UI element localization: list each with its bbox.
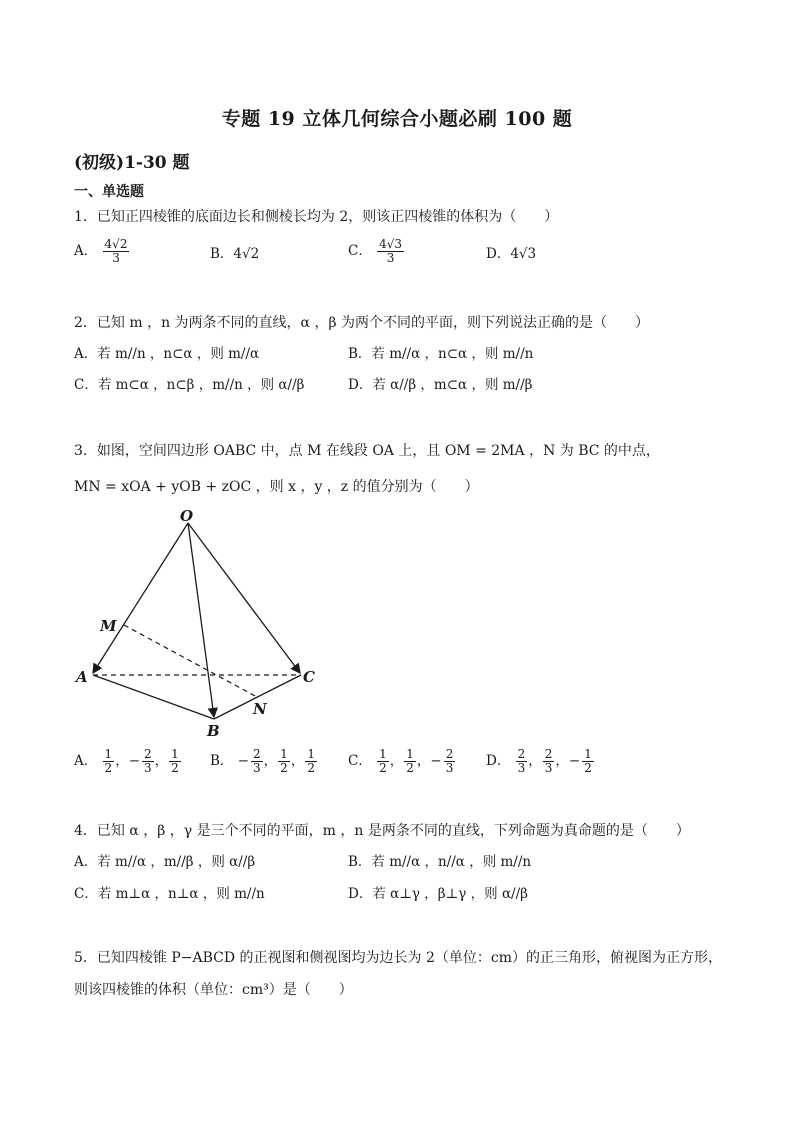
fraction [582,748,594,775]
denominator: 3 [144,761,152,775]
q1-option-c [348,238,405,265]
option-label: C． [348,753,372,769]
label-n: N [253,700,267,718]
fraction [444,748,456,775]
fraction [404,748,416,775]
option-label: C． [348,243,372,259]
segment-mn-dashed [124,625,257,697]
minus-sign: − [430,753,442,769]
fraction-denominator: 3 [112,251,120,265]
fraction [305,748,317,775]
q4-option-b: B．若 m//α ，n//α ，则 m//n [348,854,532,870]
q1-option-d [486,244,536,264]
q3-option-d [486,748,595,775]
q3-option-b [210,748,318,775]
separator: ， [389,753,404,769]
numerator: 1 [307,747,315,761]
q4-option-c: C．若 m⊥α ，n⊥α ，则 m//n [74,886,265,902]
separator: ， [528,753,542,769]
fraction [103,748,115,775]
option-label: D． [486,753,511,769]
question-3-stem-line-2: MN = xOA + yOB + zOC ，则 x ，y ，z 的值分别为（ ） [74,479,479,495]
tetrahedron-figure [70,505,330,740]
denominator: 2 [307,761,315,775]
separator: ， [154,753,169,769]
fraction [377,748,389,775]
question-2-stem: 2．已知 m ，n 为两条不同的直线，α ，β 为两个不同的平面，则下列说法正确的是（ ） [74,315,649,331]
label-a: A [76,668,88,686]
level-heading: (初级)1-30 题 [74,153,190,173]
denominator: 3 [253,761,261,775]
separator: ， [263,753,278,769]
edge-ab [93,675,214,719]
numerator: 2 [144,747,152,761]
denominator: 2 [171,761,179,775]
question-1-stem: 1．已知正四棱锥的底面边长和侧棱长均为 2，则该正四棱锥的体积为（ ） [74,209,559,225]
q3-option-a [74,748,182,775]
option-value: 4√2 [233,246,260,262]
numerator: 1 [280,747,288,761]
numerator: 1 [104,747,113,761]
question-3-stem-line-1: 3．如图，空间四边形 OABC 中，点 M 在线段 OA 上，且 OM = 2MA ，N 为 BC 的中点， [74,443,660,459]
numerator: 2 [544,747,553,761]
numerator: 2 [445,747,454,761]
denominator: 3 [517,761,526,775]
question-4-stem: 4．已知 α ，β ，γ 是三个不同的平面，m ，n 是两条不同的直线，下列命题为真命题的是（ ） [74,823,690,839]
label-o: O [180,507,194,525]
fraction [103,238,130,265]
separator: ， [555,753,569,769]
q2-option-d: D．若 α//β ，m⊂α ，则 m//β [348,377,533,393]
q4-option-d: D．若 α⊥γ ，β⊥γ ，则 α//β [348,886,528,902]
minus-sign: − [237,753,250,769]
fraction-numerator: 4√3 [379,237,403,251]
fraction [251,748,263,775]
denominator: 3 [445,761,454,775]
separator: ， [290,753,305,769]
minus-sign: − [568,753,581,769]
label-m: M [100,617,117,635]
separator: ， [115,753,129,769]
denominator: 2 [406,761,414,775]
fraction [543,748,555,775]
numerator: 1 [171,747,179,761]
numerator: 1 [406,747,414,761]
option-label: B． [210,246,234,262]
q4-option-a: A．若 m//α ，m//β ，则 α//β [74,854,256,870]
option-label: B． [210,753,234,769]
numerator: 1 [584,747,592,761]
q2-option-c: C．若 m⊂α ，n⊂β ，m//n ，则 α//β [74,377,305,393]
q1-option-b [210,244,259,264]
q1-option-a [74,238,130,265]
fraction-denominator: 3 [386,251,395,265]
page-title: 专题 19 立体几何综合小题必刷 100 题 [221,108,573,130]
separator: ， [416,753,431,769]
minus-sign: − [128,753,140,769]
fraction [142,748,154,775]
fraction [516,748,528,775]
numerator: 2 [517,747,526,761]
option-label: A． [74,753,98,769]
edge-oa [93,523,188,673]
fraction [278,748,290,775]
label-b: B [207,722,220,740]
denominator: 2 [104,761,113,775]
label-c: C [303,668,315,686]
fraction [169,748,181,775]
fraction-numerator: 4√2 [104,237,128,251]
option-label: D． [486,246,511,262]
q2-option-b: B．若 m//α ，n⊂α ，则 m//n [348,346,534,362]
option-value: 4√3 [510,246,537,262]
section-heading: 一、单选题 [74,184,144,200]
q2-option-a: A．若 m//n ，n⊂α ，则 m//α [74,346,260,362]
denominator: 3 [544,761,553,775]
option-label: A． [74,243,98,259]
numerator: 1 [379,747,387,761]
question-5-stem: 5．已知四棱锥 P−ABCD 的正视图和侧视图均为边长为 2（单位：cm）的正三角形，俯视图为正方形，则该四棱锥的体积（单位：cm³）是（ ） [74,950,723,998]
fraction [377,238,404,265]
denominator: 2 [379,761,387,775]
q3-option-c [348,748,456,775]
numerator: 2 [253,747,261,761]
denominator: 2 [280,761,288,775]
denominator: 2 [584,761,592,775]
